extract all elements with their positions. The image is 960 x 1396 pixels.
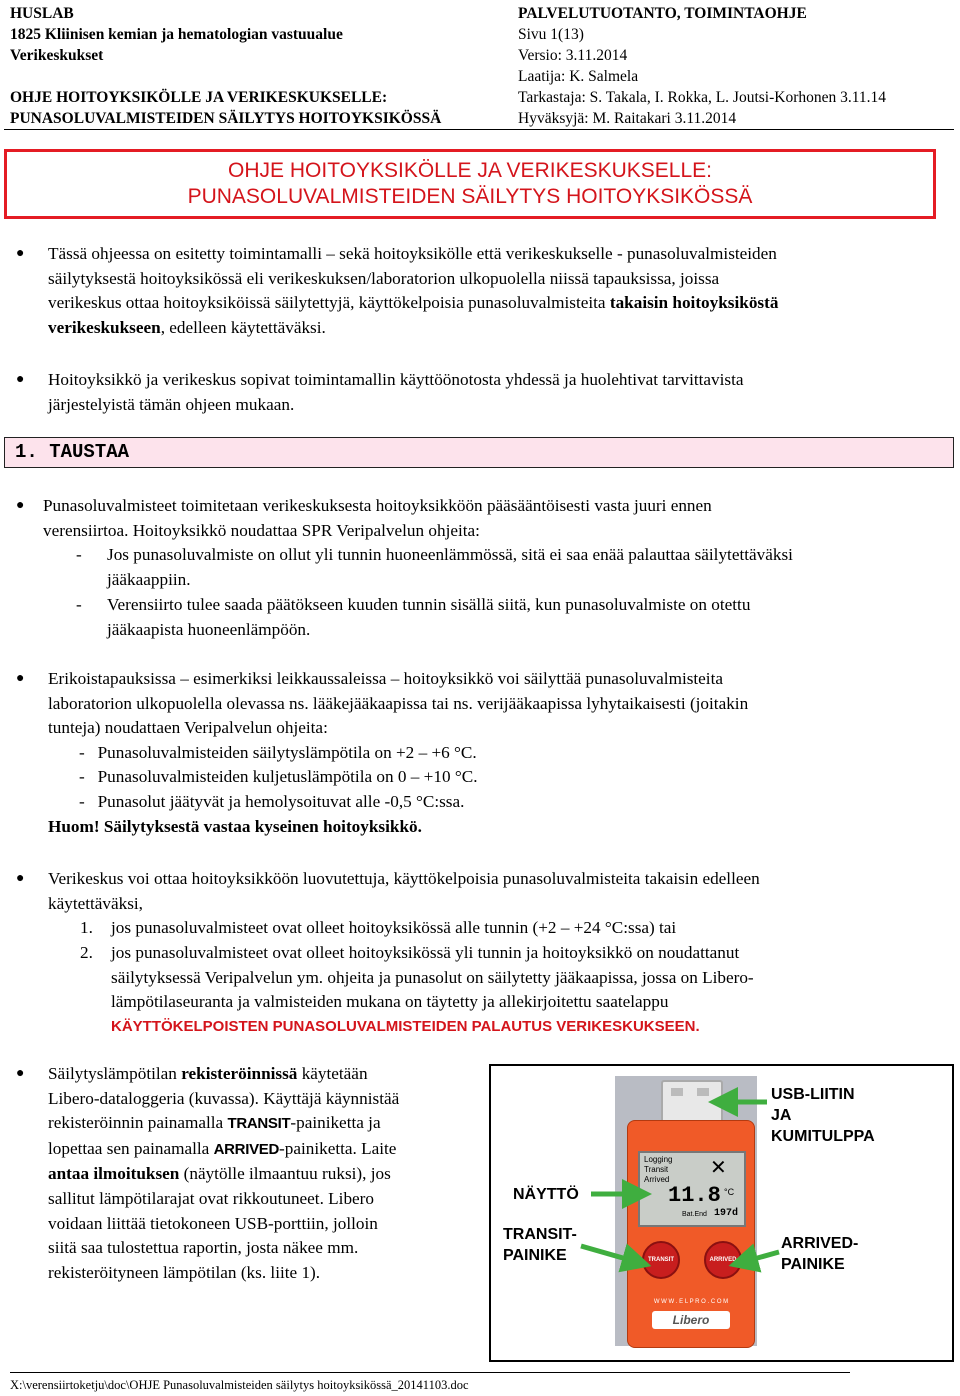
text-line: Punasolut jäätyvät ja hemolysoituvat alle -0,5 °C:ssa. [97,791,465,811]
lcd-batend: Bat.End [682,1211,707,1218]
text-line: rekisteröityneen lämpötilan (ks. liite 1). [48,1262,321,1282]
label-line: PAINIKE [781,1256,845,1273]
header-doc-title-1: OHJE HOITOYKSIKÖLLE JA VERIKESKUKSELLE: [10,89,388,106]
bullet-icon: ● [16,671,25,686]
title-box [4,149,936,219]
figure-frame [489,1064,954,1362]
lcd-transit: Transit [644,1165,669,1174]
header-divider [4,129,954,130]
section1-bullet-4 [48,1062,488,1285]
footer-divider [10,1372,850,1373]
section1-dash-item-2 [107,593,952,642]
arrived-arrow [743,1252,779,1262]
text-line: verikeskus ottaa hoitoyksiköissä säilytettyjä, käyttökelpoisia punasoluvalmisteita [48,293,606,313]
arrived-keyword: ARRIVED [213,1140,280,1158]
lcd-arrived: Arrived [644,1175,670,1184]
text-line: lämpötilaseuranta ja valmisteiden mukana on täytetty ja allekirjoitettu saatelappu [111,992,669,1012]
text-line: Punasoluvalmisteiden kuljetuslämpötila on 0 – +10 °C. [97,767,478,787]
section1-bullet-2 [48,667,953,839]
text-line: lopettaa sen painamalla [48,1138,214,1158]
bold-text: rekisteröinnissä [181,1064,298,1083]
numbered-item-1: jos punasoluvalmisteet ovat olleet hoitoyksikössä alle tunnin (+2 – +24 °C:ssa) tai [111,918,677,937]
text-line: rekisteröinnin painamalla [48,1113,228,1133]
dash: - [79,791,98,811]
annotation-arrows [491,1066,948,1356]
lcd-unit: °C [724,1187,735,1197]
bullet-icon: ● [16,246,25,261]
header-version: Versio: 3.11.2014 [518,47,628,64]
section-heading-box [4,437,954,468]
section1-dash-item-1 [107,543,952,592]
footer-path: X:\verensiirtoketju\doc\OHJE Punasoluvalmisteiden säilytys hoitoyksikössä_20141103.doc [10,1378,469,1392]
transit-arrow [581,1246,637,1262]
header-reviewers: Tarkastaja: S. Takala, I. Rokka, L. Joutsi-Korhonen 3.11.14 [518,89,887,106]
header-author: Laatija: K. Salmela [518,68,639,85]
label-display: NÄYTTÖ [513,1186,579,1203]
text-line: Hoitoyksikkö ja verikeskus sopivat toimintamallin käyttöönotosta yhdessä ja huolehtivat tarvittavista [48,370,744,389]
text-line: Säilytyslämpötilan [48,1064,182,1083]
label-line: USB-LIITIN [771,1086,855,1103]
header-right [518,3,886,129]
text-line: , edelleen käytettäväksi. [160,317,326,337]
label-line: PAINIKE [503,1247,567,1264]
intro-paragraph-2 [48,368,948,417]
device-brand-logo: Libero [652,1311,730,1329]
lcd-days: 197d [714,1208,739,1219]
header-unit: 1825 Kliinisen kemian ja hematologian vastuualue [10,26,343,43]
lcd-cross-icon: ✕ [710,1157,727,1179]
dash: - [79,767,98,787]
text-line: jääkaappiin. [107,569,191,589]
header-doc-title-2: PUNASOLUVALMISTEIDEN SÄILYTYS HOITOYKSIKÖSSÄ [10,110,442,127]
text-line: jos punasoluvalmisteet ovat olleet hoitoyksikössä yli tunnin ja hoitoyksikkö on noudattanut [111,943,740,962]
text-line: säilytyksestä hoitoyksikössä eli verikeskuksen/laboratorion ulkopuolella niissä tapauksissa, joissa [48,268,720,288]
text-line: säilytyksessä Veripalvelun ym. ohjeita ja punasolut on säilytetty jääkaapissa, jossa on Libero- [111,967,754,987]
header-left [10,3,441,129]
lcd-logging: Logging [644,1155,673,1164]
numbered-item-2 [111,941,951,1039]
text-line: -painiketta. Laite [279,1138,397,1158]
text-line: Punasoluvalmisteiden säilytyslämpötila on +2 – +6 °C. [97,742,477,762]
transit-button-label: TRANSIT [648,1257,674,1263]
text-line: Jos punasoluvalmiste on ollut yli tunnin huoneenlämmössä, sitä ei saa enää palauttaa säilytettäväksi [107,545,793,564]
text-line: käytettäväksi, [48,893,143,913]
label-line: KUMITULPPA [771,1128,875,1145]
text-line: Verikeskus voi ottaa hoitoyksikköön luovutettuja, käyttökelpoisia punasoluvalmisteita takaisin edelleen [48,869,760,888]
bullet-icon: ● [16,871,25,886]
note-text: Huom! Säilytyksestä vastaa kyseinen hoitoyksikkö. [48,816,422,836]
numbered-item-2-number: 2. [80,943,93,962]
header-dept: Verikeskukset [10,47,104,64]
lcd-value: 11.8 [668,1183,721,1208]
header-org: HUSLAB [10,5,74,22]
arrived-button-label: ARRIVED [709,1257,737,1263]
title-line-2: PUNASOLUVALMISTEIDEN SÄILYTYS HOITOYKSIKÖSSÄ [187,185,753,208]
text-line: verensiirtoa. Hoitoyksikkö noudattaa SPR Veripalvelun ohjeita: [43,520,480,540]
label-line: JA [771,1107,792,1124]
device-url: W W W . E L P R O . C O M [653,1299,729,1305]
dash: - [76,545,82,564]
text-line: jääkaapista huoneenlämpöön. [107,619,311,639]
section1-bullet-1 [43,494,948,543]
text-line: Libero-dataloggeria (kuvassa). Käyttäjä käynnistää [48,1088,400,1108]
bullet-icon: ● [16,1066,25,1081]
header-page: Sivu 1(13) [518,26,584,43]
red-warning-text: KÄYTTÖKELPOISTEN PUNASOLUVALMISTEIDEN PALAUTUS VERIKESKUKSEEN. [111,1017,700,1035]
intro-paragraph-1 [48,242,948,340]
text-line: Erikoistapauksissa – esimerkiksi leikkaussaleissa – hoitoyksikkö voi säilyttää punasoluvalmisteita [48,669,723,688]
text-line: voidaan liittää tietokoneen USB-porttiin, jolloin [48,1213,378,1233]
text-line: siitä saa tulostettua raportin, josta näkee mm. [48,1238,359,1258]
text-line: laboratorion ulkopuolella olevassa ns. lääkejääkaapissa tai ns. verijääkaapissa lyhytaikaisesti (joitakin [48,693,749,713]
numbered-item-1-number: 1. [80,918,93,937]
title-line-1: OHJE HOITOYKSIKÖLLE JA VERIKESKUKSELLE: [228,159,712,182]
bullet-icon: ● [16,498,25,513]
bullet-icon: ● [16,372,25,387]
text-line: käytetään [297,1064,368,1083]
label-line: TRANSIT- [503,1226,577,1243]
text-line: tunteja) noudattaen Veripalvelun ohjeita: [48,718,328,738]
text-line: Punasoluvalmisteet toimitetaan verikeskuksesta hoitoyksikköön pääsääntöisesti vasta juuri ennen [43,496,712,515]
text-line: Tässä ohjeessa on esitetty toimintamalli – sekä hoitoyksikölle että verikeskukselle - punasoluvalmisteiden [48,244,777,263]
text-line: (näytölle ilmaantuu ruksi), jos [179,1164,391,1184]
text-line: sallitut lämpötilarajat ovat rikkoutuneet. Libero [48,1188,374,1208]
text-line: järjestelyistä tämän ohjeen mukaan. [48,394,295,414]
bold-text: takaisin hoitoyksiköstä [609,293,779,313]
bold-text: antaa ilmoituksen [48,1164,180,1184]
header-type: PALVELUTUOTANTO, TOIMINTAOHJE [518,5,807,22]
dash: - [79,742,98,762]
text-line: -painiketta ja [290,1113,381,1133]
section1-bullet-3 [48,867,953,916]
section-heading: 1. TAUSTAA [15,441,130,463]
transit-keyword: TRANSIT [227,1115,291,1133]
header-approver: Hyväksyjä: M. Raitakari 3.11.2014 [518,110,737,127]
bold-text: verikeskukseen [48,317,161,337]
label-line: ARRIVED- [781,1235,859,1252]
dash: - [76,595,82,614]
text-line: Verensiirto tulee saada päätökseen kuuden tunnin sisällä siitä, kun punasoluvalmiste on otettu [107,595,751,614]
